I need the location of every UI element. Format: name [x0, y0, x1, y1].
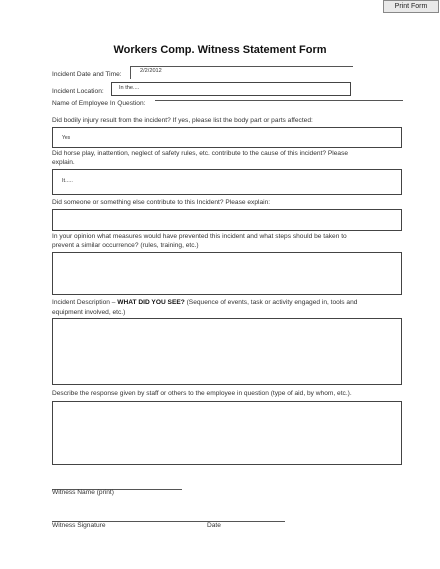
- prevention-question-line2: prevent a similar occurrence? (rules, training, etc.): [52, 242, 199, 249]
- horse-play-question-line2: explain.: [52, 159, 75, 166]
- witness-signature-label: Witness Signature: [52, 522, 106, 529]
- other-contrib-field[interactable]: [52, 209, 402, 231]
- print-form-button[interactable]: Print Form: [383, 0, 439, 13]
- other-contrib-question: Did someone or something else contribute to this Incident? Please explain:: [52, 199, 271, 206]
- description-question-line2: equipment involved, etc.): [52, 309, 126, 316]
- prevention-question-line1: In your opinion what measures would have prevented this incident and what steps should be taken to: [52, 233, 347, 240]
- response-question: Describe the response given by staff or others to the employee in question (type of aid, by whom, etc.).: [52, 390, 352, 397]
- prevention-field[interactable]: [52, 252, 402, 295]
- bodily-injury-value: Yes: [62, 135, 71, 141]
- incident-date-field[interactable]: [130, 66, 353, 79]
- incident-location-label: Incident Location:: [52, 88, 104, 95]
- description-emphasis: WHAT DID YOU SEE?: [117, 299, 185, 306]
- form-title: Workers Comp. Witness Statement Form: [113, 44, 327, 56]
- incident-date-label: Incident Date and Time:: [52, 71, 122, 78]
- horse-play-value: It.....: [62, 178, 73, 184]
- date-label: Date: [207, 522, 221, 529]
- description-prefix: Incident Description –: [52, 299, 118, 306]
- incident-location-value: In the....: [119, 85, 140, 91]
- description-field[interactable]: [52, 318, 402, 385]
- description-suffix: (Sequence of events, task or activity engaged in, tools and: [184, 299, 358, 306]
- incident-date-value: 2/2/2012: [140, 68, 162, 74]
- witness-name-label: Witness Name (print): [52, 489, 114, 496]
- employee-name-field[interactable]: [155, 100, 403, 101]
- response-field[interactable]: [52, 401, 402, 465]
- employee-name-label: Name of Employee In Question:: [52, 100, 146, 107]
- horse-play-question-line1: Did horse play, inattention, neglect of safety rules, etc. contribute to the cause of this incident? Please: [52, 150, 349, 157]
- horse-play-field[interactable]: [52, 169, 402, 195]
- incident-location-field[interactable]: [111, 82, 351, 96]
- description-question-line1: [52, 299, 357, 306]
- bodily-injury-question: Did bodily injury result from the incident? If yes, please list the body part or parts affected:: [52, 117, 313, 124]
- bodily-injury-field[interactable]: [52, 127, 402, 148]
